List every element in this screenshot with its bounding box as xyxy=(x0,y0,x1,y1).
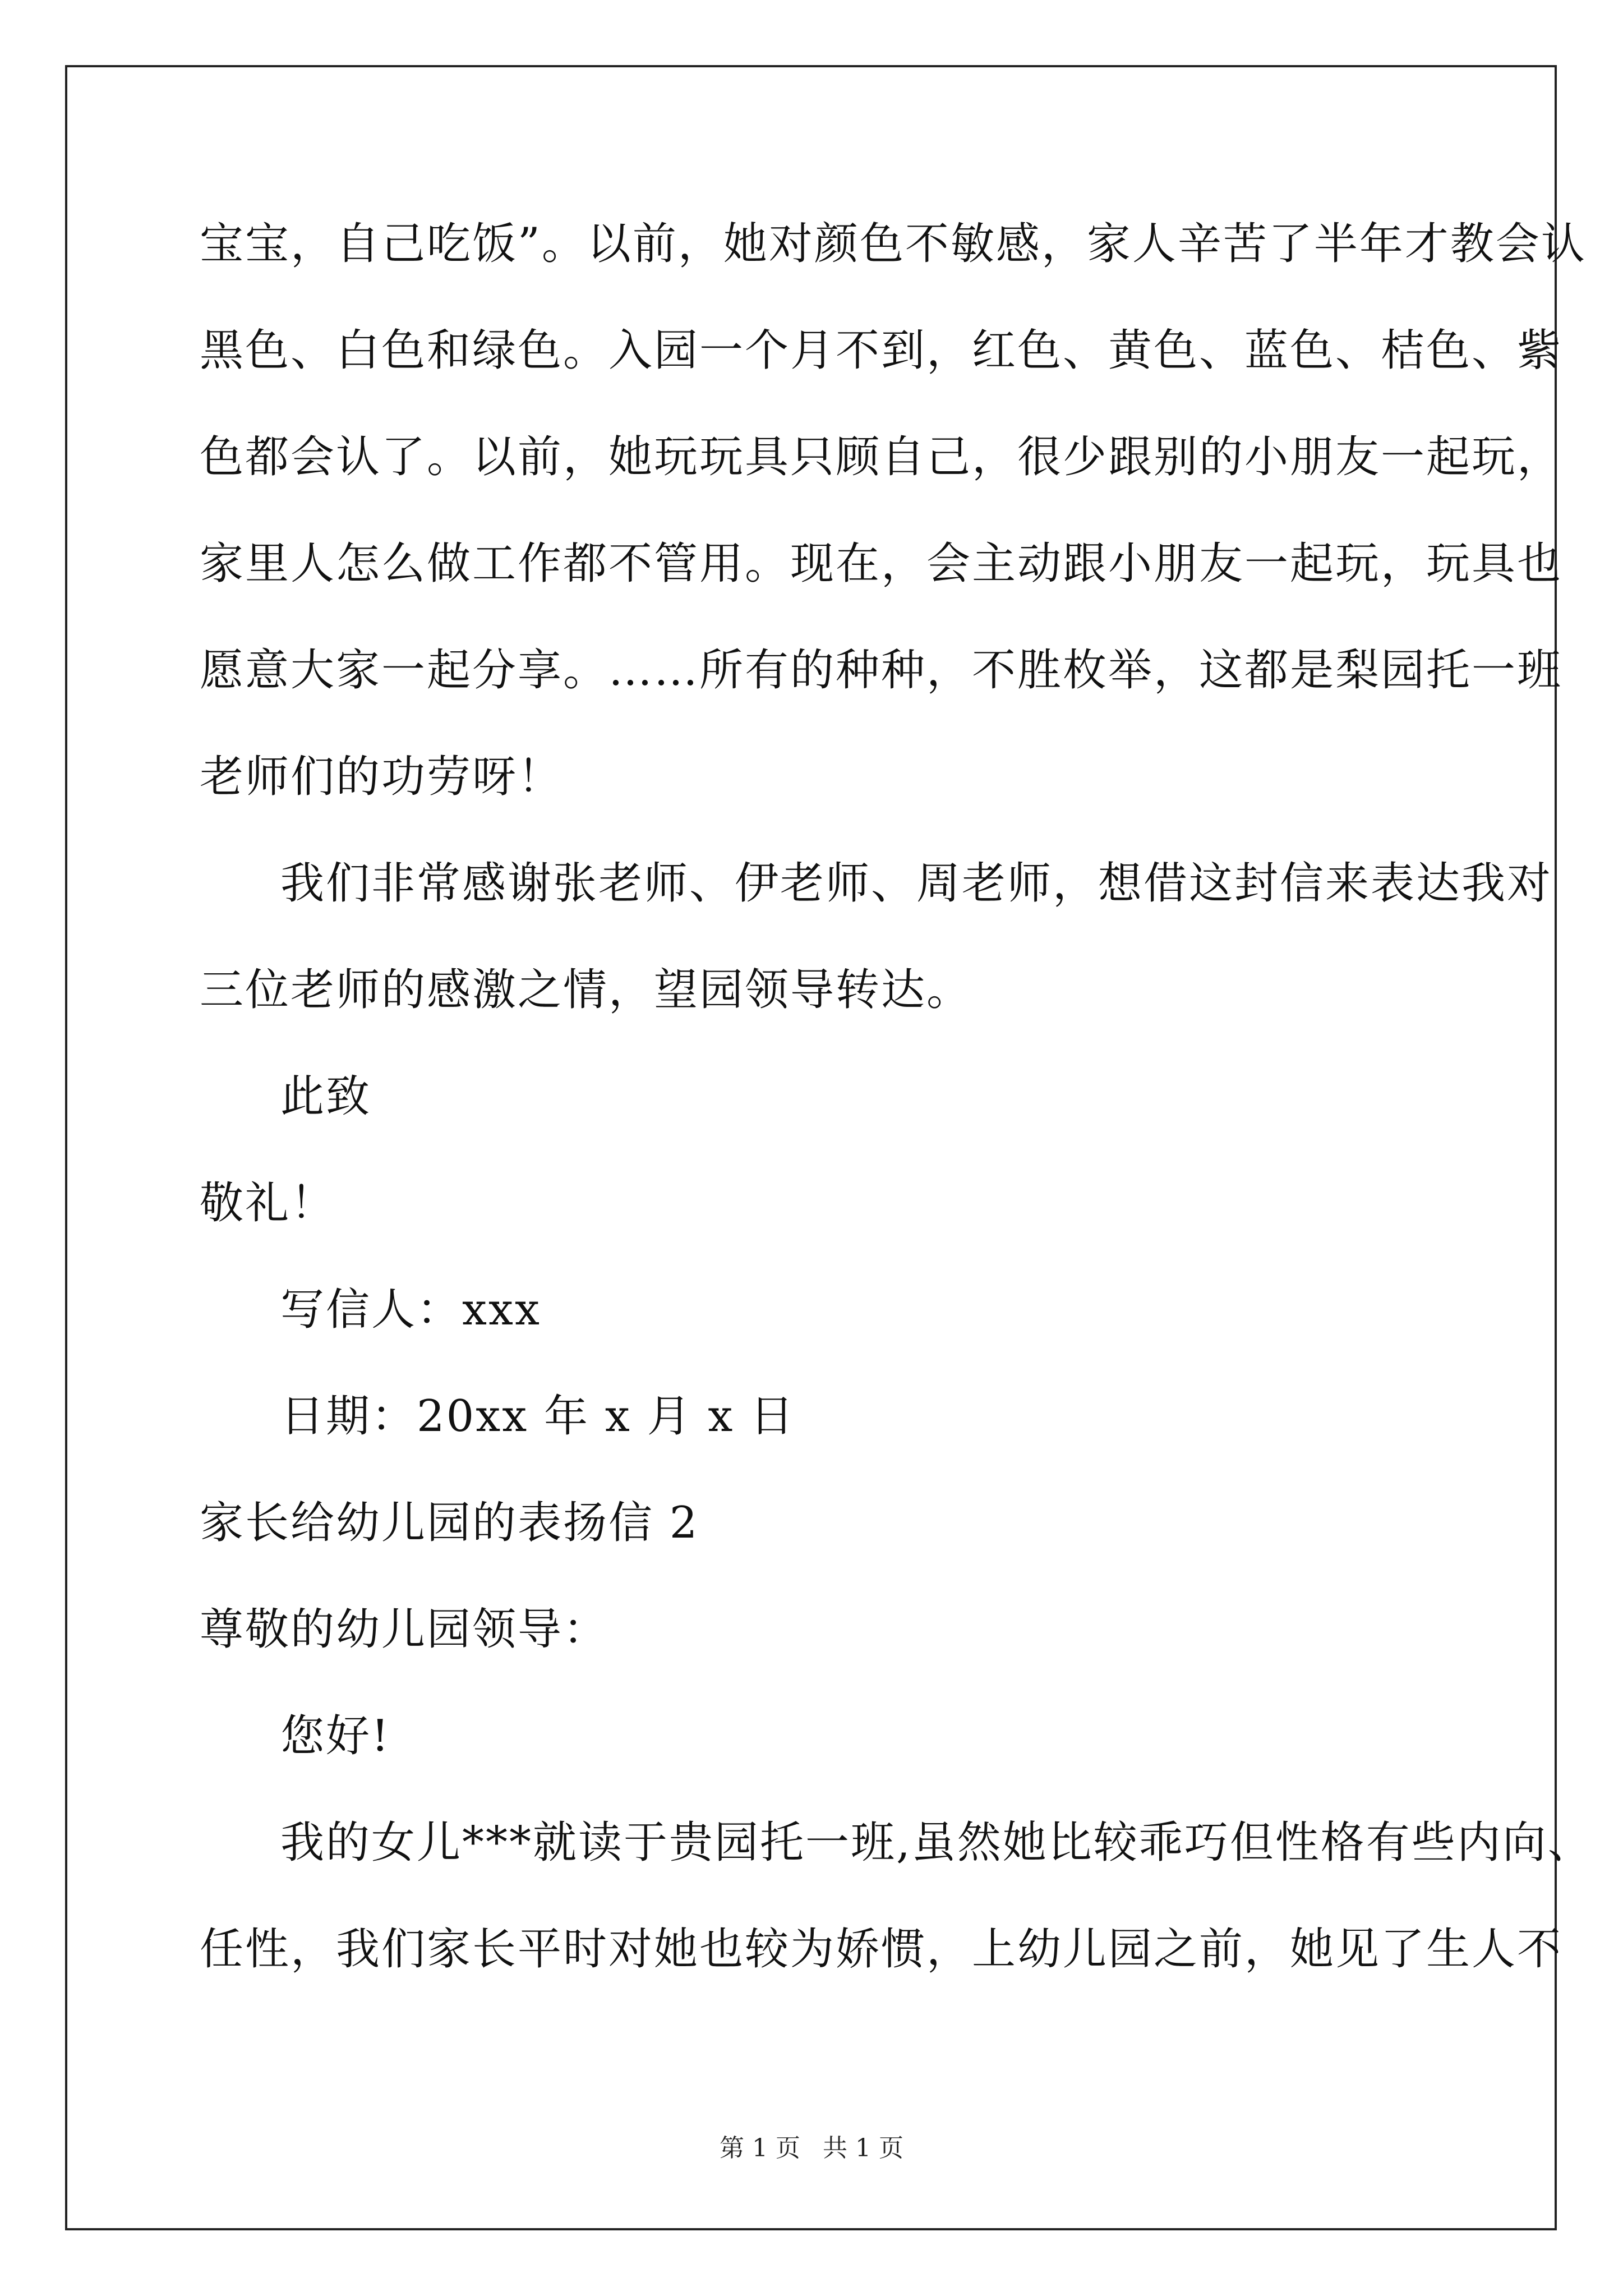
greeting: 您好! xyxy=(280,1711,391,1761)
closing-salute: 敬礼！ xyxy=(200,1178,336,1228)
closing-phrase: 此致 xyxy=(280,1071,372,1122)
body-line: 我们非常感谢张老师、伊老师、周老师，想借这封信来表达我对 xyxy=(280,858,1553,909)
body-line: 愿意大家一起分享。……所有的种种，不胜枚举，这都是梨园托一班 xyxy=(200,645,1563,696)
salutation: 尊敬的幼儿园领导： xyxy=(200,1604,609,1655)
section-title: 家长给幼儿园的表扬信 2 xyxy=(200,1498,699,1548)
body-line: 三位老师的感激之情，望园领导转达。 xyxy=(200,965,972,1015)
page-number-current: 第 1 页 xyxy=(720,2134,800,2162)
body-line: 家里人怎么做工作都不管用。现在，会主动跟小朋友一起玩，玩具也 xyxy=(200,539,1563,589)
body-line: 任性，我们家长平时对她也较为娇惯，上幼儿园之前，她见了生人不 xyxy=(200,1924,1563,1975)
body-line: 宝宝，自己吃饭”。以前，她对颜色不敏感，家人辛苦了半年才教会认 xyxy=(200,219,1587,269)
letter-writer: 写信人：xxx xyxy=(280,1285,541,1335)
document-body xyxy=(200,213,1593,2025)
letter-date: 日期：20xx 年 x 月 x 日 xyxy=(280,1391,796,1442)
page-number-total: 共 1 页 xyxy=(823,2134,903,2162)
body-line: 我的女儿***就读于贵园托一班,虽然她比较乖巧但性格有些内向、 xyxy=(280,1818,1593,1868)
body-line: 色都会认了。以前，她玩玩具只顾自己，很少跟别的小朋友一起玩， xyxy=(200,432,1563,482)
body-line: 老师们的功劳呀！ xyxy=(200,752,564,802)
body-line: 黑色、白色和绿色。入园一个月不到，红色、黄色、蓝色、桔色、紫 xyxy=(200,325,1563,376)
page-footer xyxy=(0,2132,1623,2165)
